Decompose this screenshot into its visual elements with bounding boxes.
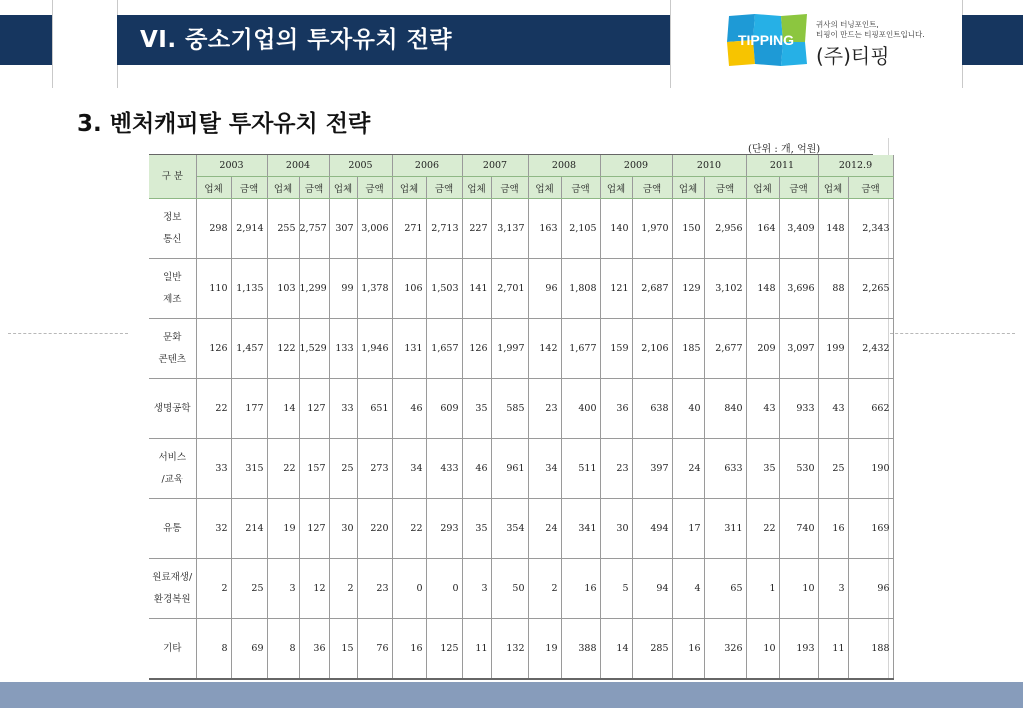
table-cell: 35 bbox=[462, 499, 491, 559]
table-cell: 24 bbox=[672, 439, 704, 499]
table-cell: 638 bbox=[632, 379, 672, 439]
table-cell: 1,946 bbox=[357, 319, 392, 379]
table-cell: 585 bbox=[491, 379, 528, 439]
table-cell: 2,677 bbox=[704, 319, 746, 379]
table-cell: 25 bbox=[329, 439, 357, 499]
table-cell: 43 bbox=[746, 379, 779, 439]
table-cell: 36 bbox=[600, 379, 632, 439]
table-cell: 22 bbox=[267, 439, 299, 499]
table-cell: 14 bbox=[600, 619, 632, 680]
table-cell: 2 bbox=[196, 559, 231, 619]
table-row bbox=[149, 199, 893, 259]
table-cell: 121 bbox=[600, 259, 632, 319]
table-cell: 307 bbox=[329, 199, 357, 259]
dashed-guide-line bbox=[8, 333, 128, 334]
year-header: 2008 bbox=[528, 155, 600, 177]
table-cell: 662 bbox=[848, 379, 893, 439]
table-row bbox=[149, 619, 893, 680]
table-cell: 1,677 bbox=[561, 319, 600, 379]
table-cell: 3,097 bbox=[779, 319, 818, 379]
table-cell: 651 bbox=[357, 379, 392, 439]
footer-bar bbox=[0, 682, 1023, 708]
header-right-block bbox=[962, 15, 1023, 65]
table-cell: 1,378 bbox=[357, 259, 392, 319]
table-cell: 3,137 bbox=[491, 199, 528, 259]
year-header: 2003 bbox=[196, 155, 267, 177]
table-cell: 133 bbox=[329, 319, 357, 379]
sub-header-companies: 업체 bbox=[746, 177, 779, 199]
table-cell: 126 bbox=[462, 319, 491, 379]
sub-header-amount: 금액 bbox=[357, 177, 392, 199]
year-header: 2010 bbox=[672, 155, 746, 177]
table-cell: 326 bbox=[704, 619, 746, 680]
year-header: 2004 bbox=[267, 155, 329, 177]
table-row bbox=[149, 499, 893, 559]
table-cell: 99 bbox=[329, 259, 357, 319]
table-cell: 17 bbox=[672, 499, 704, 559]
table-cell: 315 bbox=[231, 439, 267, 499]
table-cell: 25 bbox=[818, 439, 848, 499]
table-cell: 164 bbox=[746, 199, 779, 259]
table-cell: 132 bbox=[491, 619, 528, 680]
table-cell: 8 bbox=[267, 619, 299, 680]
table-cell: 16 bbox=[818, 499, 848, 559]
table-cell: 397 bbox=[632, 439, 672, 499]
table-cell: 11 bbox=[462, 619, 491, 680]
vc-investment-table bbox=[149, 155, 894, 680]
sub-header-amount: 금액 bbox=[848, 177, 893, 199]
table-cell: 23 bbox=[357, 559, 392, 619]
table-cell: 433 bbox=[426, 439, 462, 499]
header-divider-line bbox=[52, 0, 53, 88]
table-cell: 2 bbox=[329, 559, 357, 619]
table-cell: 34 bbox=[392, 439, 426, 499]
row-category-label: 정보 통신 bbox=[149, 199, 196, 259]
table-cell: 3,006 bbox=[357, 199, 392, 259]
table-cell: 14 bbox=[267, 379, 299, 439]
table-cell: 341 bbox=[561, 499, 600, 559]
table-cell: 5 bbox=[600, 559, 632, 619]
table-cell: 0 bbox=[426, 559, 462, 619]
table-cell: 125 bbox=[426, 619, 462, 680]
row-category-label: 기타 bbox=[149, 619, 196, 680]
table-cell: 15 bbox=[329, 619, 357, 680]
table-cell: 2 bbox=[528, 559, 561, 619]
table-cell: 157 bbox=[299, 439, 329, 499]
table-cell: 12 bbox=[299, 559, 329, 619]
table-cell: 96 bbox=[528, 259, 561, 319]
header-divider-line bbox=[670, 0, 671, 88]
row-category-label: 원료재생/ 환경복원 bbox=[149, 559, 196, 619]
table-cell: 46 bbox=[392, 379, 426, 439]
table-cell: 23 bbox=[528, 379, 561, 439]
year-header: 2012.9 bbox=[818, 155, 893, 177]
sub-header-companies: 업체 bbox=[392, 177, 426, 199]
table-cell: 142 bbox=[528, 319, 561, 379]
table-cell: 3 bbox=[462, 559, 491, 619]
table-cell: 159 bbox=[600, 319, 632, 379]
row-category-label: 문화 콘텐츠 bbox=[149, 319, 196, 379]
table-cell: 2,713 bbox=[426, 199, 462, 259]
table-cell: 103 bbox=[267, 259, 299, 319]
table-cell: 19 bbox=[267, 499, 299, 559]
table-cell: 273 bbox=[357, 439, 392, 499]
table-cell: 1 bbox=[746, 559, 779, 619]
sub-header-companies: 업체 bbox=[329, 177, 357, 199]
table-cell: 16 bbox=[672, 619, 704, 680]
table-cell: 609 bbox=[426, 379, 462, 439]
table-cell: 2,265 bbox=[848, 259, 893, 319]
row-category-label: 일반 제조 bbox=[149, 259, 196, 319]
table-row bbox=[149, 379, 893, 439]
table-cell: 34 bbox=[528, 439, 561, 499]
table-cell: 32 bbox=[196, 499, 231, 559]
table-cell: 122 bbox=[267, 319, 299, 379]
table-cell: 1,657 bbox=[426, 319, 462, 379]
sub-header-amount: 금액 bbox=[779, 177, 818, 199]
table-cell: 285 bbox=[632, 619, 672, 680]
sub-header-amount: 금액 bbox=[704, 177, 746, 199]
year-header: 2009 bbox=[600, 155, 672, 177]
table-cell: 131 bbox=[392, 319, 426, 379]
table-cell: 36 bbox=[299, 619, 329, 680]
table-cell: 129 bbox=[672, 259, 704, 319]
table-cell: 106 bbox=[392, 259, 426, 319]
table-cell: 150 bbox=[672, 199, 704, 259]
table-cell: 388 bbox=[561, 619, 600, 680]
table-cell: 16 bbox=[561, 559, 600, 619]
table-corner-label: 구 분 bbox=[149, 155, 196, 199]
table-cell: 0 bbox=[392, 559, 426, 619]
unit-label: (단위 : 개, 억원) bbox=[748, 144, 821, 155]
table-row bbox=[149, 559, 893, 619]
table-cell: 190 bbox=[848, 439, 893, 499]
sub-header-companies: 업체 bbox=[528, 177, 561, 199]
slide-title: VI. 중소기업의 투자유치 전략 bbox=[140, 27, 453, 53]
table-cell: 141 bbox=[462, 259, 491, 319]
sub-header-amount: 금액 bbox=[561, 177, 600, 199]
table-cell: 50 bbox=[491, 559, 528, 619]
table-cell: 40 bbox=[672, 379, 704, 439]
table-cell: 35 bbox=[746, 439, 779, 499]
table-row bbox=[149, 439, 893, 499]
table-cell: 127 bbox=[299, 499, 329, 559]
table-cell: 46 bbox=[462, 439, 491, 499]
table-cell: 2,701 bbox=[491, 259, 528, 319]
table-cell: 76 bbox=[357, 619, 392, 680]
table-cell: 16 bbox=[392, 619, 426, 680]
table-cell: 2,105 bbox=[561, 199, 600, 259]
table-cell: 19 bbox=[528, 619, 561, 680]
sub-header-companies: 업체 bbox=[267, 177, 299, 199]
table-cell: 10 bbox=[746, 619, 779, 680]
table-cell: 11 bbox=[818, 619, 848, 680]
dashed-guide-line bbox=[890, 333, 1015, 334]
table-cell: 2,914 bbox=[231, 199, 267, 259]
table-cell: 1,135 bbox=[231, 259, 267, 319]
row-category-label: 서비스 /교육 bbox=[149, 439, 196, 499]
table-cell: 148 bbox=[746, 259, 779, 319]
table-cell: 298 bbox=[196, 199, 231, 259]
table-cell: 94 bbox=[632, 559, 672, 619]
row-category-label: 유통 bbox=[149, 499, 196, 559]
table-cell: 2,432 bbox=[848, 319, 893, 379]
table-cell: 23 bbox=[600, 439, 632, 499]
table-cell: 33 bbox=[196, 439, 231, 499]
table-cell: 271 bbox=[392, 199, 426, 259]
table-cell: 209 bbox=[746, 319, 779, 379]
table-cell: 1,529 bbox=[299, 319, 329, 379]
table-cell: 227 bbox=[462, 199, 491, 259]
sub-header-amount: 금액 bbox=[491, 177, 528, 199]
sub-header-amount: 금액 bbox=[426, 177, 462, 199]
table-row bbox=[149, 319, 893, 379]
table-cell: 96 bbox=[848, 559, 893, 619]
table-cell: 1,457 bbox=[231, 319, 267, 379]
table-cell: 400 bbox=[561, 379, 600, 439]
table-cell: 33 bbox=[329, 379, 357, 439]
table-cell: 311 bbox=[704, 499, 746, 559]
table-cell: 24 bbox=[528, 499, 561, 559]
table-cell: 199 bbox=[818, 319, 848, 379]
year-header: 2006 bbox=[392, 155, 462, 177]
table-cell: 354 bbox=[491, 499, 528, 559]
table-cell: 8 bbox=[196, 619, 231, 680]
table-cell: 188 bbox=[848, 619, 893, 680]
table-cell: 127 bbox=[299, 379, 329, 439]
table-cell: 22 bbox=[392, 499, 426, 559]
row-category-label: 생명공학 bbox=[149, 379, 196, 439]
table-cell: 3,102 bbox=[704, 259, 746, 319]
table-cell: 25 bbox=[231, 559, 267, 619]
table-cell: 110 bbox=[196, 259, 231, 319]
table-cell: 3 bbox=[267, 559, 299, 619]
table-cell: 511 bbox=[561, 439, 600, 499]
table-cell: 840 bbox=[704, 379, 746, 439]
table-cell: 214 bbox=[231, 499, 267, 559]
table-row bbox=[149, 259, 893, 319]
table-cell: 88 bbox=[818, 259, 848, 319]
svg-text:TIPPING: TIPPING bbox=[737, 32, 795, 48]
company-slogan: 귀사의 터닝포인트, 티핑이 만드는 티핑포인트입니다. bbox=[816, 20, 925, 39]
table-cell: 1,970 bbox=[632, 199, 672, 259]
table-cell: 22 bbox=[196, 379, 231, 439]
table-cell: 65 bbox=[704, 559, 746, 619]
sub-header-companies: 업체 bbox=[600, 177, 632, 199]
table-cell: 1,808 bbox=[561, 259, 600, 319]
table-cell: 30 bbox=[600, 499, 632, 559]
table-header-sub-row bbox=[149, 177, 893, 199]
table-cell: 961 bbox=[491, 439, 528, 499]
table-cell: 2,956 bbox=[704, 199, 746, 259]
sub-header-amount: 금액 bbox=[231, 177, 267, 199]
table-cell: 185 bbox=[672, 319, 704, 379]
table-cell: 126 bbox=[196, 319, 231, 379]
year-header: 2011 bbox=[746, 155, 818, 177]
table-cell: 177 bbox=[231, 379, 267, 439]
table-cell: 69 bbox=[231, 619, 267, 680]
table-cell: 494 bbox=[632, 499, 672, 559]
sub-header-companies: 업체 bbox=[818, 177, 848, 199]
table-cell: 169 bbox=[848, 499, 893, 559]
table-cell: 1,299 bbox=[299, 259, 329, 319]
table-cell: 4 bbox=[672, 559, 704, 619]
table-cell: 43 bbox=[818, 379, 848, 439]
table-cell: 148 bbox=[818, 199, 848, 259]
table-cell: 2,343 bbox=[848, 199, 893, 259]
sub-header-amount: 금액 bbox=[632, 177, 672, 199]
table-cell: 3,696 bbox=[779, 259, 818, 319]
sub-header-amount: 금액 bbox=[299, 177, 329, 199]
table-cell: 530 bbox=[779, 439, 818, 499]
table-cell: 1,997 bbox=[491, 319, 528, 379]
table-cell: 163 bbox=[528, 199, 561, 259]
company-name: (주)티핑 bbox=[816, 44, 890, 68]
table-cell: 193 bbox=[779, 619, 818, 680]
table-cell: 30 bbox=[329, 499, 357, 559]
table-cell: 293 bbox=[426, 499, 462, 559]
sub-header-companies: 업체 bbox=[196, 177, 231, 199]
sub-header-companies: 업체 bbox=[672, 177, 704, 199]
table-cell: 2,106 bbox=[632, 319, 672, 379]
table-cell: 35 bbox=[462, 379, 491, 439]
table-cell: 10 bbox=[779, 559, 818, 619]
table-cell: 633 bbox=[704, 439, 746, 499]
table-cell: 740 bbox=[779, 499, 818, 559]
table-cell: 2,757 bbox=[299, 199, 329, 259]
table-cell: 3,409 bbox=[779, 199, 818, 259]
table-cell: 255 bbox=[267, 199, 299, 259]
sub-header-companies: 업체 bbox=[462, 177, 491, 199]
year-header: 2005 bbox=[329, 155, 392, 177]
table-cell: 933 bbox=[779, 379, 818, 439]
header-left-block bbox=[0, 15, 52, 65]
section-title: 3. 벤처캐피탈 투자유치 전략 bbox=[77, 111, 371, 137]
year-header: 2007 bbox=[462, 155, 528, 177]
tipping-logo bbox=[725, 14, 807, 66]
table-cell: 220 bbox=[357, 499, 392, 559]
table-cell: 22 bbox=[746, 499, 779, 559]
table-cell: 2,687 bbox=[632, 259, 672, 319]
table-cell: 3 bbox=[818, 559, 848, 619]
table-cell: 140 bbox=[600, 199, 632, 259]
table-cell: 1,503 bbox=[426, 259, 462, 319]
table-header-years-row bbox=[149, 155, 893, 177]
